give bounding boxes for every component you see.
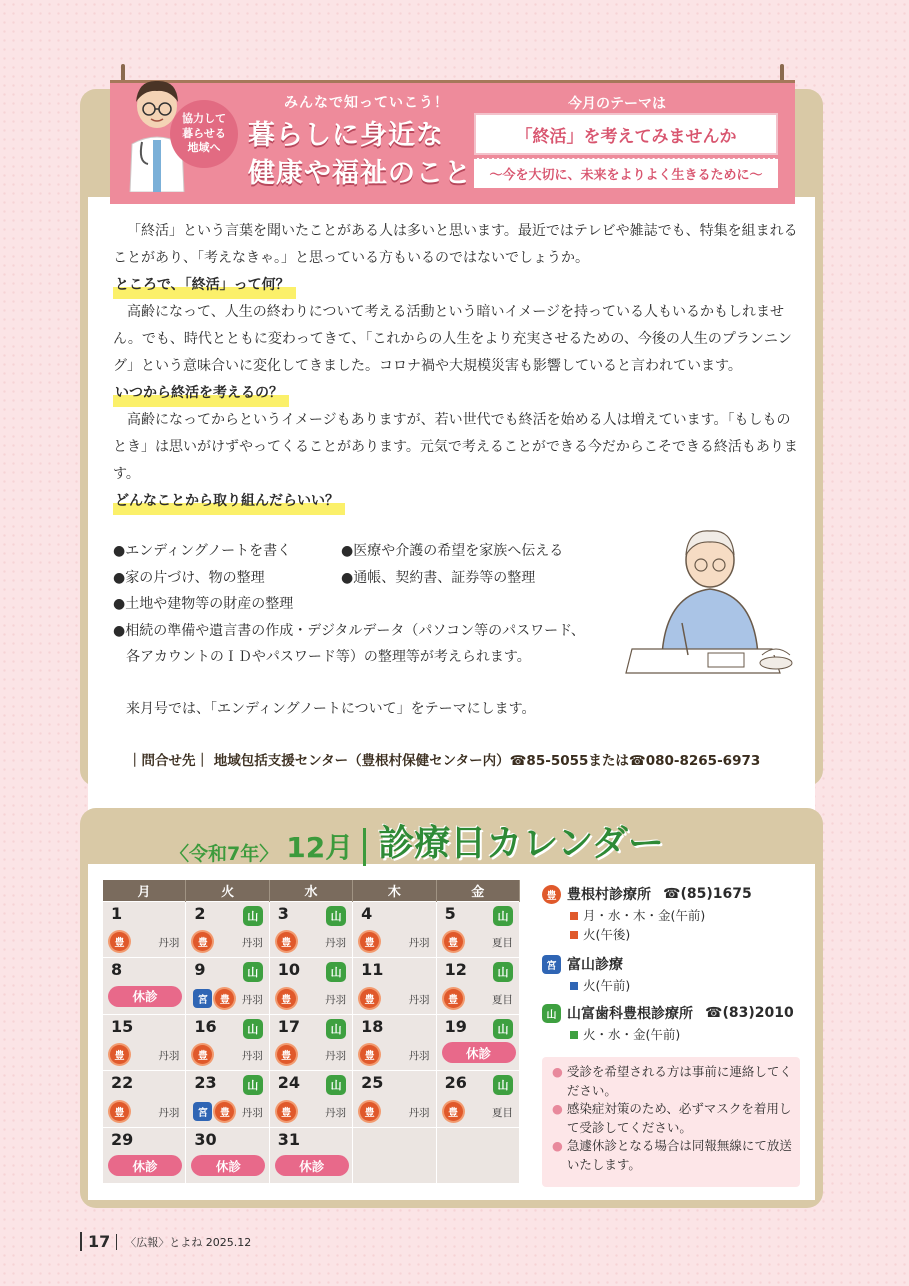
calendar-day-cell (103, 1071, 186, 1128)
contact-info: ｜問合せ先｜ 地域包括支援センター（豊根村保健センター内）☎85-5055または☎080-8265-6973 (128, 753, 761, 769)
doctor-name: 夏目 (492, 993, 513, 1006)
doctor-name: 丹羽 (325, 1050, 347, 1062)
clinic-mark: 宮 (542, 955, 561, 974)
toyone-clinic-mark: 豊 (193, 1045, 212, 1064)
calendar-weeks (103, 901, 520, 1184)
elderly-writing-illustration (622, 515, 798, 691)
clinic-entry (542, 954, 804, 995)
answer-paragraph: 高齢になってからというイメージもありますが、若い世代でも終活を始める人は増えています。「もしものとき」は思いがけずやってくることがあります。元気で考えることができる今だからこそできる終活もあります。 (113, 412, 798, 482)
notice-item: ● 感染症対策のため、必ずマスクを着用して受診してください。 (552, 1101, 792, 1135)
schedule-bullet (570, 931, 578, 939)
doctor-name: 丹羽 (408, 993, 430, 1006)
publication-name: 〈広報〉とよね 2025.12 (125, 1235, 252, 1249)
dental-clinic-mark: 山 (493, 906, 513, 926)
weekday-header: 金 (436, 880, 519, 901)
list-item: ●通帳、契約書、証券等の整理 (341, 569, 536, 586)
day-number: 4 (361, 903, 373, 923)
toyone-clinic-mark: 豊 (277, 989, 296, 1008)
todo-list (113, 538, 585, 671)
day-number: 17 (277, 1016, 301, 1036)
day-number: 26 (444, 1073, 467, 1092)
doctor-name: 夏目 (492, 1106, 513, 1119)
footer-divider (116, 1234, 117, 1250)
toyone-clinic-mark: 豊 (444, 989, 463, 1008)
toyone-clinic-mark: 豊 (277, 1045, 296, 1064)
toyone-clinic-mark: 豊 (444, 932, 463, 951)
dental-clinic-mark: 山 (326, 1075, 346, 1095)
calendar-week (103, 958, 520, 1015)
notice-item: ● 受診を希望される方は事前に連絡してください。 (552, 1064, 792, 1098)
title-divider (363, 828, 366, 866)
calendar-day-cell (269, 958, 352, 1015)
schedule-bullet (570, 982, 578, 990)
toyone-clinic-mark: 豊 (193, 932, 212, 951)
page-footer (80, 1232, 251, 1251)
dental-clinic-mark: 山 (493, 962, 513, 982)
calendar-day-cell (436, 1014, 519, 1071)
dental-clinic-mark: 山 (243, 1075, 263, 1095)
calendar-week (103, 1014, 520, 1071)
question-heading: どんなことから取り組んだらいい？ (113, 488, 345, 515)
weekday-header: 水 (269, 880, 352, 901)
article-text (113, 218, 798, 515)
closed-badge: 休診 (442, 1042, 516, 1063)
weekday-header: 月 (103, 880, 186, 901)
day-number: 30 (194, 1129, 217, 1149)
toyone-clinic-mark: 豊 (360, 989, 379, 1008)
weekday-header-row (103, 880, 520, 901)
dental-clinic-mark: 山 (493, 1075, 513, 1095)
dental-clinic-mark: 山 (326, 906, 346, 926)
closed-badge: 休診 (108, 1155, 182, 1176)
toyone-clinic-mark: 豊 (360, 932, 379, 951)
calendar-day-cell (103, 901, 186, 958)
calendar-day-cell (186, 1071, 269, 1128)
calendar-day-cell (186, 1014, 269, 1071)
closed-badge: 休診 (275, 1155, 349, 1176)
clinic-schedule (542, 976, 804, 995)
doctor-name: 夏目 (492, 937, 513, 949)
clinic-phone: ☎(85)1675 (663, 886, 752, 902)
day-number: 29 (111, 1129, 134, 1149)
calendar-day-cell (436, 901, 519, 958)
doctor-name: 丹羽 (408, 1106, 430, 1119)
doctor-name: 丹羽 (158, 1106, 180, 1119)
day-number: 16 (194, 1016, 217, 1036)
dental-clinic-mark: 山 (326, 962, 346, 982)
calendar-day-cell (186, 901, 269, 958)
day-number: 9 (194, 960, 206, 979)
intro-paragraph: 「終活」という言葉を聞いたことがある人は多いと思います。最近ではテレビや雑誌でも、特集を組まれることがあり、「考えなきゃ。」と思っている方もいるのではないでしょうか。 (113, 223, 798, 266)
calendar-day-cell (103, 1127, 186, 1184)
clinic-phone: ☎(83)2010 (705, 1005, 794, 1021)
calendar-month: 12月 (286, 831, 354, 864)
clinic-header (542, 954, 804, 974)
calendar-day-cell (103, 958, 186, 1015)
calendar-day-cell (103, 1014, 186, 1071)
doctor-name: 丹羽 (408, 1050, 430, 1062)
calendar-day-cell (436, 958, 519, 1015)
clinic-schedule (542, 906, 804, 925)
dental-clinic-mark: 山 (326, 1019, 346, 1039)
day-number: 24 (277, 1073, 301, 1092)
day-number: 8 (111, 960, 123, 979)
calendar-era: 〈令和7年〉 (170, 843, 279, 865)
header-kicker: みんなで知っていこう！ (284, 95, 449, 111)
clinic-name: 富山診療 (567, 957, 623, 973)
calendar-day-cell (353, 1071, 436, 1128)
dental-clinic-mark: 山 (243, 1019, 263, 1039)
calendar-day-cell (269, 1127, 352, 1184)
toyone-clinic-mark: 豊 (110, 1102, 129, 1121)
list-item: ●医療や介護の希望を家族へ伝える (341, 543, 564, 559)
day-number: 3 (277, 903, 289, 923)
page-number: 17 (80, 1232, 110, 1251)
calendar-title (170, 822, 664, 866)
clinic-header (542, 884, 804, 904)
calendar-day-cell (186, 958, 269, 1015)
theme-subtitle: 〜今を大切に、未来をよりよく生きるために〜 (474, 158, 778, 188)
calendar-week (103, 901, 520, 958)
toyone-clinic-mark: 豊 (360, 1102, 379, 1121)
doctor-name: 丹羽 (241, 1050, 263, 1062)
day-number: 5 (444, 903, 456, 923)
list-item: ●相続の準備や遺言書の作成・デジタルデータ（パソコン等のパスワード、 (113, 622, 585, 639)
day-number: 18 (361, 1016, 384, 1036)
clinic-entry (542, 884, 804, 944)
doctor-name: 丹羽 (241, 993, 263, 1006)
calendar-day-cell (353, 901, 436, 958)
clinic-calendar (102, 880, 520, 1184)
list-item: ●家の片づけ、物の整理 (113, 569, 265, 586)
notice-box (542, 1057, 800, 1187)
schedule-text: 火(午前) (583, 978, 631, 993)
day-number: 25 (361, 1073, 384, 1092)
doctor-name: 丹羽 (408, 937, 430, 949)
toyone-clinic-mark: 豊 (215, 989, 234, 1008)
day-number: 15 (111, 1016, 134, 1036)
calendar-day-cell (269, 1071, 352, 1128)
schedule-text: 火(午後) (583, 927, 631, 942)
tomiyama-clinic-mark: 宮 (193, 1102, 212, 1121)
calendar-empty-cell (353, 1127, 436, 1184)
calendar-day-cell (269, 1014, 352, 1071)
doctor-name: 丹羽 (325, 1106, 347, 1119)
day-number: 19 (444, 1016, 467, 1036)
day-number: 23 (194, 1073, 217, 1092)
calendar-day-cell (269, 901, 352, 958)
dental-clinic-mark: 山 (243, 906, 263, 926)
weekday-header: 木 (353, 880, 436, 901)
clinic-header (542, 1003, 804, 1023)
closed-badge: 休診 (108, 986, 182, 1007)
notice-item: ● 急遽休診となる場合は同報無線にて放送いたします。 (552, 1138, 792, 1172)
day-number: 10 (277, 960, 301, 979)
badge-line: 地域へ (187, 141, 221, 155)
badge-line: 協力して (182, 111, 226, 125)
list-item: ●エンディングノートを書く (113, 543, 292, 559)
clinic-schedule (542, 1025, 804, 1044)
day-number: 1 (111, 903, 123, 923)
toyone-clinic-mark: 豊 (360, 1045, 379, 1064)
toyone-clinic-mark: 豊 (110, 932, 129, 951)
clinic-name: 山富歯科豊根診療所 (567, 1006, 693, 1022)
theme-label: 今月のテーマは (568, 96, 666, 112)
toyone-clinic-mark: 豊 (277, 1102, 296, 1121)
doctor-name: 丹羽 (241, 1106, 263, 1119)
day-number: 12 (444, 960, 467, 979)
doctor-name: 丹羽 (325, 937, 347, 949)
tomiyama-clinic-mark: 宮 (193, 989, 212, 1008)
dental-clinic-mark: 山 (243, 962, 263, 982)
closed-badge: 休診 (191, 1155, 265, 1176)
doctor-name: 丹羽 (158, 937, 180, 949)
toyone-clinic-mark: 豊 (110, 1045, 129, 1064)
calendar-week (103, 1127, 520, 1184)
cooperation-badge (170, 100, 238, 168)
day-number: 22 (111, 1073, 134, 1092)
next-issue-note: 来月号では、「エンディングノートについて」をテーマにします。 (126, 701, 536, 717)
doctor-name: 丹羽 (158, 1050, 180, 1062)
schedule-text: 火・水・金(午前) (583, 1027, 681, 1042)
doctor-name: 丹羽 (241, 937, 263, 949)
schedule-bullet (570, 912, 578, 920)
question-heading: ところで、「終活」って何？ (113, 272, 296, 299)
schedule-text: 月・水・木・金(午前) (583, 908, 706, 923)
calendar-day-cell (186, 1127, 269, 1184)
clinic-mark: 山 (542, 1004, 561, 1023)
calendar-day-cell (353, 958, 436, 1015)
header-title-line1: 暮らしに身近な (248, 120, 444, 151)
calendar-day-cell (353, 1014, 436, 1071)
clinic-mark: 豊 (542, 885, 561, 904)
clinic-schedule (542, 925, 804, 944)
calendar-week (103, 1071, 520, 1128)
clinic-name: 豊根村診療所 (567, 887, 651, 903)
day-number: 2 (194, 903, 206, 923)
theme-title: 「終活」を考えてみませんか (474, 113, 778, 155)
list-item-continued: 各アカウントのＩＤやパスワード等）の整理等が考えられます。 (126, 649, 531, 665)
calendar-day-cell (436, 1071, 519, 1128)
header-title-line2: 健康や福祉のこと (248, 158, 472, 189)
list-item: ●土地や建物等の財産の整理 (113, 596, 294, 612)
weekday-header: 火 (186, 880, 269, 901)
toyone-clinic-mark: 豊 (444, 1102, 463, 1121)
toyone-clinic-mark: 豊 (215, 1102, 234, 1121)
day-number: 31 (277, 1129, 301, 1149)
clinic-entry (542, 1003, 804, 1044)
calendar-heading: 診療日カレンダー (378, 823, 664, 864)
schedule-bullet (570, 1031, 578, 1039)
day-number: 11 (361, 960, 384, 979)
calendar-empty-cell (436, 1127, 519, 1184)
badge-line: 暮らせる (182, 126, 226, 140)
answer-paragraph: 高齢になって、人生の終わりについて考える活動という暗いイメージを持っている人もいるかもしれません。でも、時代とともに変わってきて、「これからの人生をより充実させるための、今後の人生のプランニング」という意味合いに変化してきました。コロナ禍や大規模災害も影響していると言われています。 (113, 304, 792, 374)
clinic-legend (542, 884, 804, 1052)
dental-clinic-mark: 山 (493, 1019, 513, 1039)
toyone-clinic-mark: 豊 (277, 932, 296, 951)
question-heading: いつから終活を考えるの？ (113, 380, 289, 407)
doctor-name: 丹羽 (325, 993, 347, 1006)
